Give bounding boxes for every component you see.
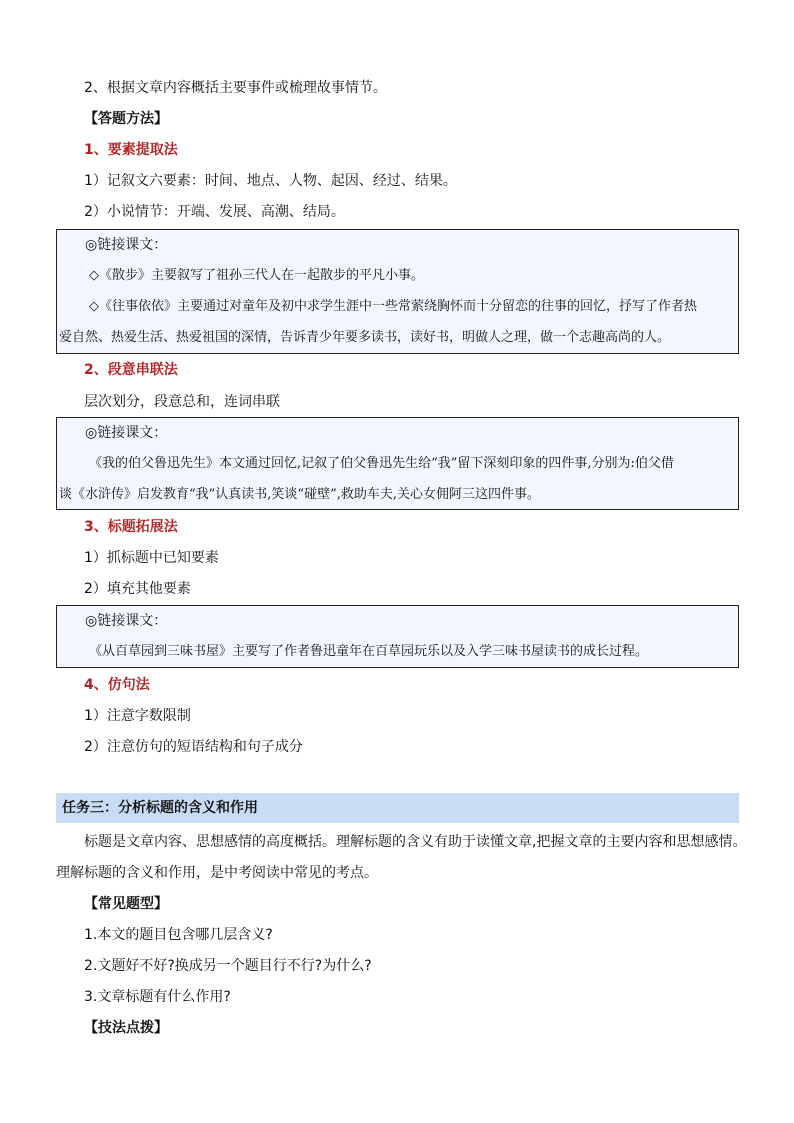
linked-text-box-3 xyxy=(56,605,739,668)
box-2-label: ◎链接课文： xyxy=(85,425,168,441)
method-4-title: 4、仿句法 xyxy=(84,677,150,693)
answer-method-heading: 【答题方法】 xyxy=(84,111,168,127)
box-1-label: ◎链接课文： xyxy=(85,237,168,253)
method-2-point-1: 层次划分，段意总和，连词串联 xyxy=(84,394,280,410)
method-3-title: 3、标题拓展法 xyxy=(84,519,178,535)
linked-text-box-1 xyxy=(56,229,739,354)
box-3-line-1: 《从百草园到三味书屋》主要写了作者鲁迅童年在百草园玩乐以及入学三味书屋读书的成长过程。 xyxy=(89,644,649,659)
task-3-title: 任务三：分析标题的含义和作用 xyxy=(62,800,258,816)
common-question-heading: 【常见题型】 xyxy=(84,896,168,912)
item-2-text: 2、根据文章内容概括主要事件或梳理故事情节。 xyxy=(84,80,387,96)
method-2-title: 2、段意串联法 xyxy=(84,362,178,378)
method-4-point-1: 1）注意字数限制 xyxy=(84,708,191,724)
box-1-line-3: 爱自然、热爱生活、热爱祖国的深情，告诉青少年要多读书，读好书，明做人之理，做一个志趣高尚的人。 xyxy=(59,330,671,345)
method-3-point-2: 2）填充其他要素 xyxy=(84,581,191,597)
box-3-label: ◎链接课文： xyxy=(85,613,168,629)
task-3-title-bar xyxy=(56,793,739,823)
task-3-intro-line-2: 理解标题的含义和作用，是中考阅读中常见的考点。 xyxy=(56,865,378,881)
linked-text-box-2 xyxy=(56,417,739,510)
box-1-line-2: ◇《往事依依》主要通过对童年及初中求学生涯中一些常萦绕胸怀而十分留恋的往事的回忆，抒写了作者热 xyxy=(89,299,697,314)
box-1-line-1: ◇《散步》主要叙写了祖孙三代人在一起散步的平凡小事。 xyxy=(89,268,424,283)
question-1: 1.本文的题目包含哪几层含义? xyxy=(84,927,273,943)
question-2: 2.文题好不好?换成另一个题目行不行?为什么? xyxy=(84,958,372,974)
task-3-intro-line-1: 标题是文章内容、思想感情的高度概括。理解标题的含义有助于读懂文章,把握文章的主要内容和思想感情。 xyxy=(84,834,747,850)
box-2-line-1: 《我的伯父鲁迅先生》本文通过回忆,记叙了伯父鲁迅先生给“我”留下深刻印象的四件事,分别为:伯父借 xyxy=(89,456,674,471)
method-1-title: 1、要素提取法 xyxy=(84,142,178,158)
method-3-point-1: 1）抓标题中已知要素 xyxy=(84,550,219,566)
method-1-point-2: 2）小说情节：开端、发展、高潮、结局。 xyxy=(84,204,345,220)
box-2-line-2: 谈《水浒传》启发教育“我”认真读书,笑谈“碰壁”,救助车夫,关心女佣阿三这四件事。 xyxy=(59,487,540,502)
question-3: 3.文章标题有什么作用? xyxy=(84,989,231,1005)
technique-tips-heading: 【技法点拨】 xyxy=(84,1020,168,1036)
method-4-point-2: 2）注意仿句的短语结构和句子成分 xyxy=(84,739,303,755)
method-1-point-1: 1）记叙文六要素：时间、地点、人物、起因、经过、结果。 xyxy=(84,173,457,189)
